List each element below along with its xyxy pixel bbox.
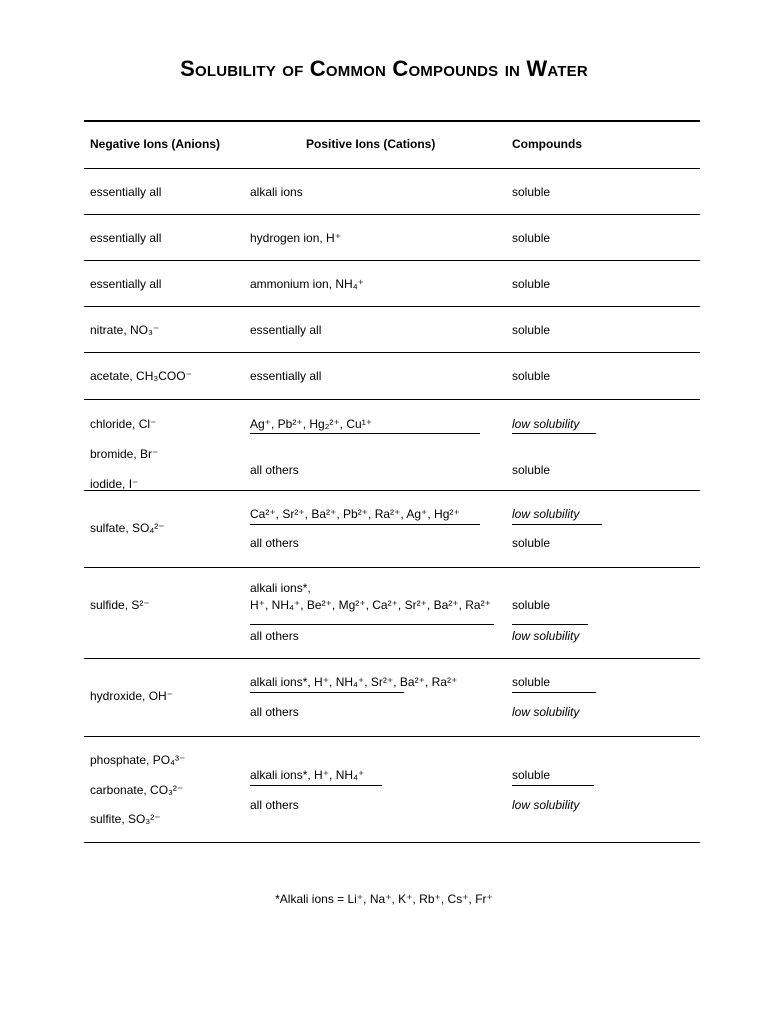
anion-cell: chloride, Cl⁻ [90, 417, 157, 431]
anion-cell: nitrate, NO₃⁻ [90, 323, 160, 337]
compound-cell: low solubility [512, 417, 580, 431]
cation-cell: all others [250, 536, 299, 550]
divider-line [512, 524, 602, 525]
compound-cell: soluble [512, 369, 551, 383]
compound-cell: soluble [512, 231, 551, 245]
cation-cell: H⁺, NH₄⁺, Be²⁺, Mg²⁺, Ca²⁺, Sr²⁺, Ba²⁺, Ra²⁺ [250, 598, 491, 612]
compound-cell: soluble [512, 463, 551, 477]
anion-cell: bromide, Br⁻ [90, 447, 159, 461]
cation-cell: essentially all [250, 369, 322, 383]
cation-cell: all others [250, 629, 299, 643]
table-row [84, 215, 700, 261]
compound-cell: low solubility [512, 507, 580, 521]
table-row [84, 568, 700, 659]
compound-cell: soluble [512, 277, 551, 291]
footnote: *Alkali ions = Li⁺, Na⁺, K⁺, Rb⁺, Cs⁺, Fr⁺ [275, 892, 493, 906]
cation-cell: essentially all [250, 323, 322, 337]
anion-cell: essentially all [90, 277, 162, 291]
anion-cell: essentially all [90, 231, 162, 245]
compound-cell: soluble [512, 536, 551, 550]
table-row [84, 400, 700, 491]
compound-cell: soluble [512, 323, 551, 337]
cation-cell: alkali ions*, [250, 581, 311, 595]
anion-cell: sulfite, SO₃²⁻ [90, 812, 161, 826]
compound-cell: soluble [512, 768, 551, 782]
cation-cell: all others [250, 798, 299, 812]
anion-cell: phosphate, PO₄³⁻ [90, 753, 186, 767]
compound-cell: low solubility [512, 629, 580, 643]
cation-cell: ammonium ion, NH₄⁺ [250, 277, 364, 291]
table-row [84, 261, 700, 307]
anion-cell: acetate, CH₃COO⁻ [90, 369, 192, 383]
anion-cell: iodide, I⁻ [90, 477, 139, 491]
table-header [84, 122, 700, 169]
divider-line [250, 624, 494, 625]
divider-line [250, 692, 404, 693]
table-row [84, 737, 700, 843]
compound-cell: low solubility [512, 798, 580, 812]
solubility-table [84, 120, 700, 843]
divider-line [512, 433, 596, 434]
compound-cell: low solubility [512, 705, 580, 719]
cation-cell: all others [250, 705, 299, 719]
anion-cell: carbonate, CO₃²⁻ [90, 783, 184, 797]
divider-line [512, 785, 594, 786]
anion-cell: essentially all [90, 185, 162, 199]
cation-cell: Ca²⁺, Sr²⁺, Ba²⁺, Pb²⁺, Ra²⁺, Ag⁺, Hg²⁺ [250, 507, 460, 521]
cation-cell: alkali ions [250, 185, 303, 199]
anion-cell: sulfide, S²⁻ [90, 598, 150, 612]
table-row [84, 353, 700, 400]
cation-cell: hydrogen ion, H⁺ [250, 231, 342, 245]
header-cations: Positive Ions (Cations) [306, 137, 436, 151]
divider-line [250, 785, 382, 786]
table-row [84, 307, 700, 353]
cation-cell: all others [250, 463, 299, 477]
compound-cell: soluble [512, 185, 551, 199]
divider-line [250, 524, 480, 525]
header-anions: Negative Ions (Anions) [90, 137, 221, 151]
divider-line [250, 433, 480, 434]
cation-cell: alkali ions*, H⁺, NH₄⁺ [250, 768, 365, 782]
table-row [84, 659, 700, 737]
page-title: Solubility of Common Compounds in Water [180, 56, 588, 81]
table-row [84, 169, 700, 215]
cation-cell: alkali ions*, H⁺, NH₄⁺, Sr²⁺, Ba²⁺, Ra²⁺ [250, 675, 458, 689]
table-row [84, 491, 700, 568]
header-compounds: Compounds [512, 137, 582, 151]
anion-cell: sulfate, SO₄²⁻ [90, 521, 165, 535]
divider-line [512, 692, 596, 693]
divider-line [512, 624, 588, 625]
compound-cell: soluble [512, 598, 551, 612]
compound-cell: soluble [512, 675, 551, 689]
cation-cell: Ag⁺, Pb²⁺, Hg₂²⁺, Cu¹⁺ [250, 417, 373, 431]
anion-cell: hydroxide, OH⁻ [90, 689, 174, 703]
